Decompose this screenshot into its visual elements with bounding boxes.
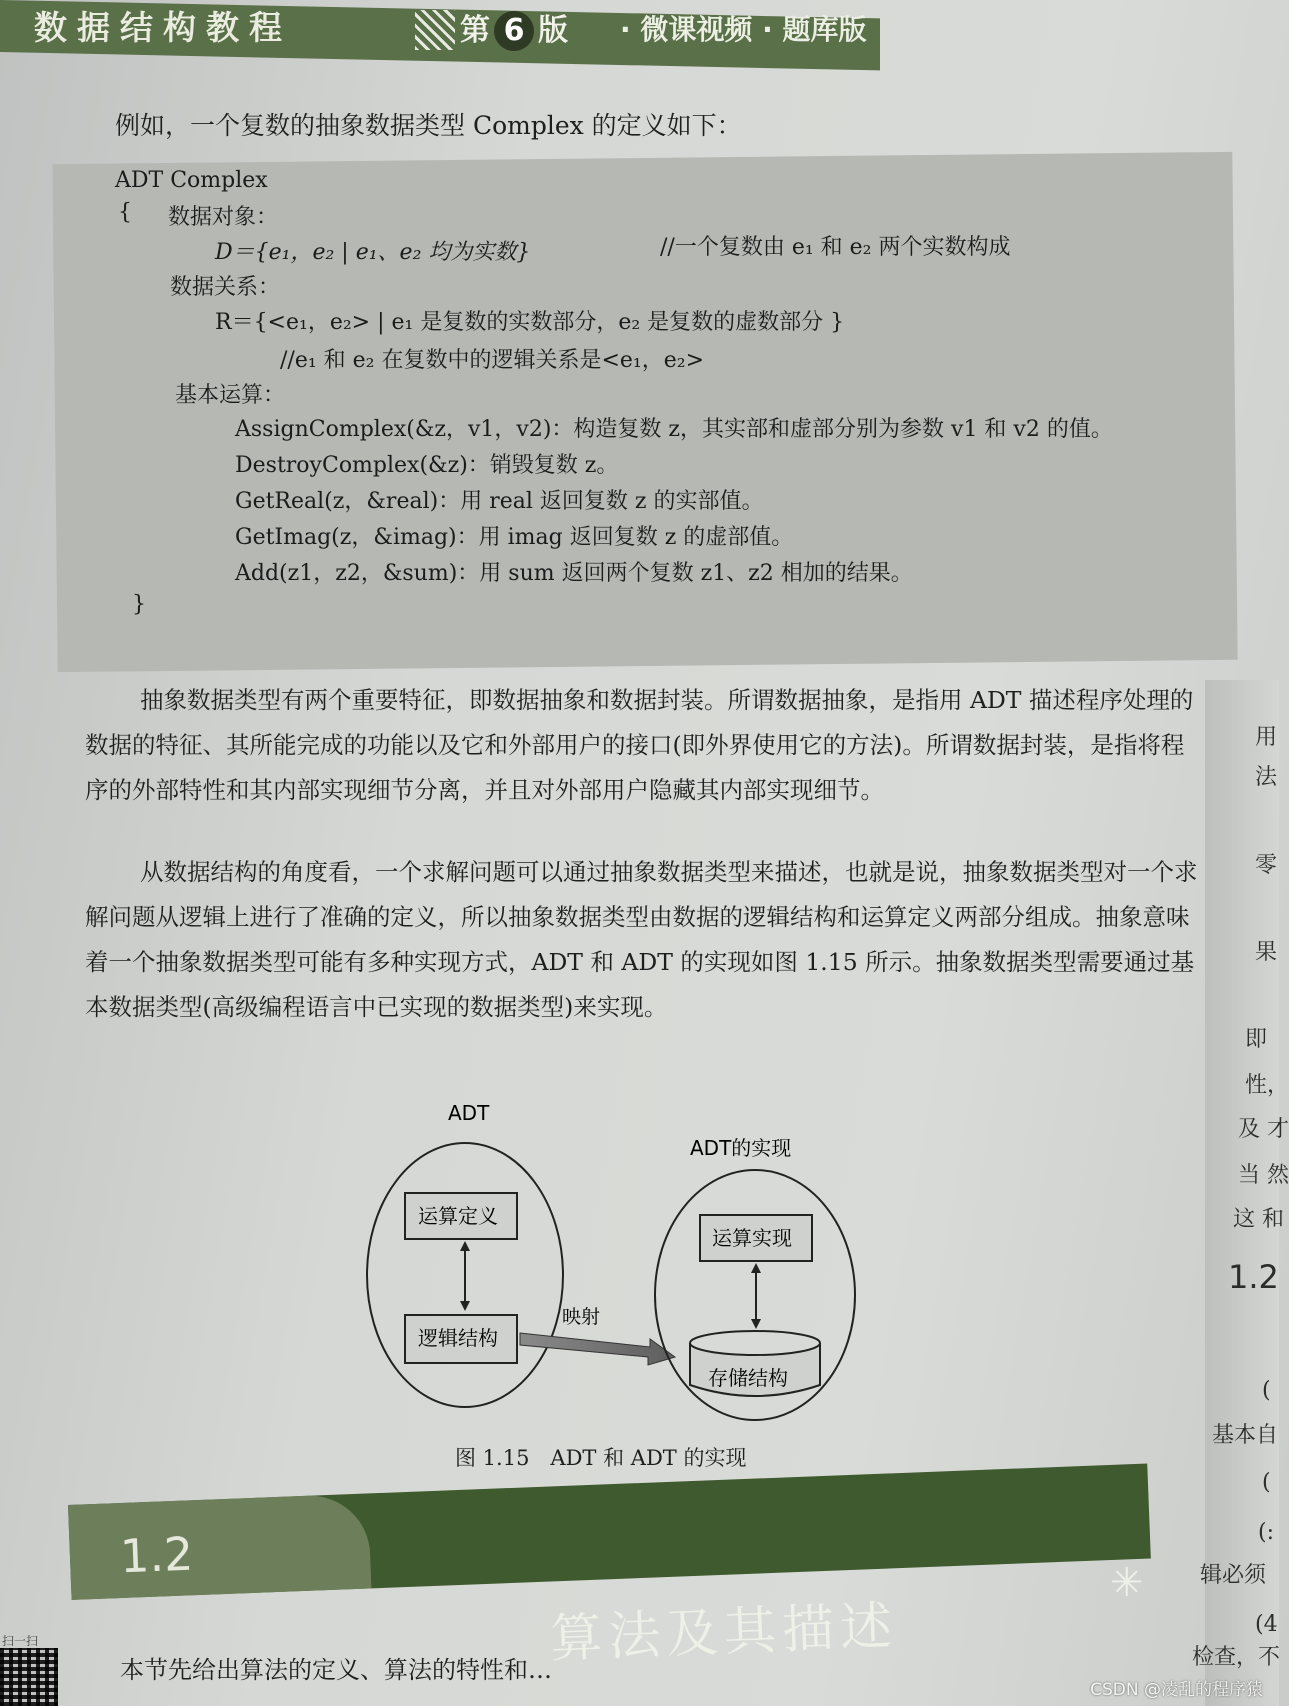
- logic-structure-label: 逻辑结构: [418, 1326, 498, 1350]
- op-definition-label: 运算定义: [418, 1204, 498, 1228]
- side-fragment: 性，: [1245, 1073, 1289, 1098]
- side-fragment: (: [1262, 1378, 1271, 1403]
- adt-name: ADT Complex: [115, 168, 268, 193]
- side-fragment: 及 才: [1238, 1117, 1289, 1142]
- mapping-label: 映射: [562, 1306, 601, 1328]
- adjacent-page: [1205, 680, 1279, 1706]
- mapping-arrow: [520, 1333, 675, 1365]
- side-fragment: 检查，不: [1192, 1645, 1281, 1670]
- relations-label: 数据关系：: [170, 275, 281, 300]
- side-fragment: 辑必须: [1200, 1563, 1267, 1588]
- side-fragment: 果: [1255, 940, 1278, 965]
- data-objects-label: 数据对象：: [168, 205, 279, 230]
- operation-line: GetReal(z，&real)：用 real 返回复数 z 的实部值。: [235, 489, 764, 514]
- section-title: 算法及其描述: [549, 1596, 900, 1670]
- storage-structure-label: 存储结构: [708, 1366, 788, 1390]
- paragraph-2: [85, 850, 1205, 1030]
- operation-line: DestroyComplex(&z)：销毁复数 z。: [235, 453, 619, 478]
- header-stripes: [415, 10, 455, 50]
- side-fragment: (4: [1255, 1612, 1278, 1637]
- paragraph-text: 抽象数据类型有两个重要特征，即数据抽象和数据封装。所谓数据抽象，是指用 ADT 描述程序处理的数据的特征、其所能完成的功能以及它和外部用户的接口(即外界使用它的方法)。所谓数据封装，是指将程序的外部特性和其内部实现细节分离，并且对外部用户隐藏其内部实现细节。: [85, 686, 1194, 804]
- side-fragment: 即: [1245, 1027, 1268, 1052]
- book-title: 数据结构教程: [34, 8, 292, 47]
- section-band: [68, 1464, 1151, 1600]
- side-fragment: 这 和: [1233, 1207, 1284, 1232]
- operation-line: AssignComplex(&z，v1，v2)：构造复数 z，其实部和虚部分别为参数 v1 和 v2 的值。: [235, 417, 1113, 442]
- header-subtitle: · 微课视频 · 题库版: [620, 13, 867, 46]
- qr-label: 扫一扫: [2, 1634, 39, 1648]
- side-fragment: 1.2: [1228, 1258, 1279, 1296]
- side-fragment: 法: [1255, 765, 1278, 790]
- op-implementation-label: 运算实现: [712, 1226, 792, 1250]
- figure-caption: 图 1.15 ADT 和 ADT 的实现: [455, 1446, 747, 1470]
- edition-badge: [460, 5, 568, 51]
- adt-title: ADT: [448, 1101, 490, 1125]
- burst-icon: ✳: [1110, 1560, 1144, 1606]
- open-brace: {: [118, 200, 132, 225]
- relations-def: R＝{<e₁，e₂> | e₁ 是复数的实数部分，e₂ 是复数的虚数部分 }: [215, 310, 845, 335]
- section-number: 1.2: [118, 1526, 195, 1584]
- side-fragment: (:: [1258, 1520, 1274, 1545]
- edition-number: 6: [494, 11, 534, 51]
- close-brace: }: [132, 592, 146, 617]
- section-number-box: [68, 1493, 371, 1599]
- relations-comment: //e₁ 和 e₂ 在复数中的逻辑关系是<e₁，e₂>: [280, 348, 705, 373]
- watermark: CSDN @凌乱的程序猿: [1090, 1680, 1263, 1700]
- bottom-text: 本节先给出算法的定义、算法的特性和…: [120, 1656, 552, 1684]
- side-fragment: 基本自: [1212, 1423, 1279, 1448]
- edition-prefix: 第: [460, 13, 490, 48]
- data-objects-comment: //一个复数由 e₁ 和 e₂ 两个实数构成: [660, 235, 1011, 260]
- operations-label: 基本运算：: [175, 383, 286, 408]
- qr-code: [0, 1648, 58, 1706]
- side-fragment: (: [1262, 1470, 1271, 1495]
- side-fragment: 用: [1255, 725, 1278, 750]
- data-objects-def: D＝{e₁，e₂ | e₁、e₂ 均为实数}: [215, 240, 531, 265]
- operation-line: GetImag(z，&imag)：用 imag 返回复数 z 的虚部值。: [235, 525, 794, 550]
- intro-text: 例如，一个复数的抽象数据类型 Complex 的定义如下：: [115, 111, 742, 140]
- operation-line: Add(z1，z2，&sum)：用 sum 返回两个复数 z1、z2 相加的结果。: [235, 561, 913, 586]
- adt-impl-title: ADT的实现: [690, 1136, 792, 1160]
- paragraph-1: [85, 678, 1205, 813]
- side-fragment: 当 然: [1238, 1163, 1289, 1188]
- paragraph-text: 从数据结构的角度看，一个求解问题可以通过抽象数据类型来描述，也就是说，抽象数据类型对一个求解问题从逻辑上进行了准确的定义，所以抽象数据类型由数据的逻辑结构和运算定义两部分组成。抽象意味着一个抽象数据类型可能有多种实现方式，ADT 和 ADT 的实现如图 1.15 所示。抽象数据类型需要通过基本数据类型(高级编程语言中已实现的数据类型)来实现。: [85, 858, 1198, 1021]
- adt-figure: [330, 1095, 890, 1440]
- side-fragment: 零: [1255, 853, 1278, 878]
- edition-suffix: 版: [538, 13, 568, 48]
